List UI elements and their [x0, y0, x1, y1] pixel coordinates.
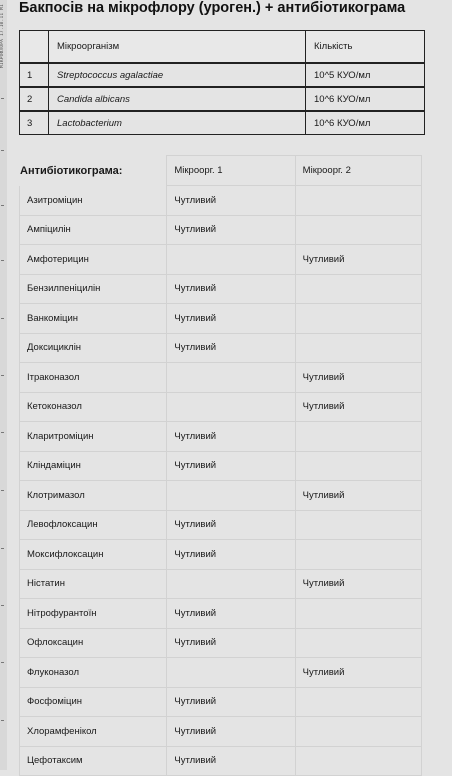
antibiogram-table [19, 155, 422, 776]
sensitivity-m1 [167, 569, 295, 599]
header-amount: Кількість [306, 31, 425, 64]
sensitivity-m2 [295, 687, 421, 717]
sensitivity-m2 [295, 599, 421, 629]
sensitivity-m1: Чутливий [167, 451, 295, 481]
drug-name: Амфотерицин [20, 245, 167, 275]
header-number [20, 31, 49, 64]
side-label: МІКРОФЛОРА 17.10.11 МІ [0, 4, 5, 69]
sensitivity-m2 [295, 540, 421, 570]
side-mark [1, 150, 4, 151]
sensitivity-m2 [295, 304, 421, 334]
sensitivity-m1 [167, 363, 295, 393]
organism-amount: 10^6 КУО/мл [306, 111, 425, 135]
drug-name: Клотримазол [20, 481, 167, 511]
sensitivity-m2: Чутливий [295, 363, 421, 393]
sensitivity-m2 [295, 422, 421, 452]
table-row [20, 363, 422, 393]
table-row [20, 481, 422, 511]
table-row [20, 422, 422, 452]
drug-name: Доксициклін [20, 333, 167, 363]
sensitivity-m2 [295, 717, 421, 747]
table-row [20, 245, 422, 275]
header-microorganism-1: Мікроорг. 1 [167, 156, 295, 186]
drug-name: Азитроміцин [20, 186, 167, 216]
table-row [20, 628, 422, 658]
header-microorganism-2: Мікроорг. 2 [295, 156, 421, 186]
table-row [20, 451, 422, 481]
table-row [20, 215, 422, 245]
row-number: 2 [20, 87, 49, 111]
organism-amount: 10^6 КУО/мл [306, 87, 425, 111]
sensitivity-m1: Чутливий [167, 717, 295, 747]
organism-name: Streptococcus agalactiae [49, 63, 306, 87]
sensitivity-m1: Чутливий [167, 599, 295, 629]
side-mark [1, 205, 4, 206]
drug-name: Ністатин [20, 569, 167, 599]
sensitivity-m2 [295, 274, 421, 304]
sensitivity-m2: Чутливий [295, 392, 421, 422]
row-number: 3 [20, 111, 49, 135]
microflora-row [20, 87, 425, 111]
antibiogram-header-row [20, 156, 422, 186]
sensitivity-m1: Чутливий [167, 215, 295, 245]
sensitivity-m2: Чутливий [295, 658, 421, 688]
side-strip [0, 0, 7, 770]
microflora-header-row [20, 31, 425, 64]
sensitivity-m1: Чутливий [167, 746, 295, 776]
side-mark [1, 662, 4, 663]
side-mark [1, 605, 4, 606]
sensitivity-m2 [295, 628, 421, 658]
sensitivity-m1 [167, 392, 295, 422]
drug-name: Кліндаміцин [20, 451, 167, 481]
side-mark [1, 318, 4, 319]
table-row [20, 392, 422, 422]
drug-name: Фосфоміцин [20, 687, 167, 717]
drug-name: Ванкоміцин [20, 304, 167, 334]
organism-amount: 10^5 КУО/мл [306, 63, 425, 87]
sensitivity-m2: Чутливий [295, 245, 421, 275]
microflora-row [20, 111, 425, 135]
drug-name: Кларитроміцин [20, 422, 167, 452]
sensitivity-m2 [295, 215, 421, 245]
drug-name: Бензилпеніцилін [20, 274, 167, 304]
table-row [20, 540, 422, 570]
microflora-row [20, 63, 425, 87]
table-row [20, 186, 422, 216]
sensitivity-m2 [295, 510, 421, 540]
antibiogram-title: Антибіотикограма: [20, 156, 167, 186]
table-row [20, 717, 422, 747]
sensitivity-m1 [167, 245, 295, 275]
drug-name: Цефотаксим [20, 746, 167, 776]
sensitivity-m1: Чутливий [167, 304, 295, 334]
drug-name: Офлоксацин [20, 628, 167, 658]
organism-name: Candida albicans [49, 87, 306, 111]
table-row [20, 304, 422, 334]
table-row [20, 746, 422, 776]
organism-name: Lactobacterium [49, 111, 306, 135]
table-row [20, 510, 422, 540]
table-row [20, 274, 422, 304]
sensitivity-m2 [295, 186, 421, 216]
sensitivity-m1: Чутливий [167, 510, 295, 540]
microflora-table [19, 30, 425, 135]
drug-name: Левофлоксацин [20, 510, 167, 540]
side-mark [1, 260, 4, 261]
table-row [20, 599, 422, 629]
sensitivity-m1: Чутливий [167, 687, 295, 717]
sensitivity-m1: Чутливий [167, 628, 295, 658]
sensitivity-m1: Чутливий [167, 333, 295, 363]
side-mark [1, 375, 4, 376]
side-mark [1, 548, 4, 549]
drug-name: Флуконазол [20, 658, 167, 688]
sensitivity-m2: Чутливий [295, 569, 421, 599]
drug-name: Нітрофурантоїн [20, 599, 167, 629]
sensitivity-m2 [295, 746, 421, 776]
sensitivity-m2 [295, 451, 421, 481]
table-row [20, 658, 422, 688]
sensitivity-m2: Чутливий [295, 481, 421, 511]
drug-name: Моксифлоксацин [20, 540, 167, 570]
drug-name: Ампіцилін [20, 215, 167, 245]
table-row [20, 687, 422, 717]
row-number: 1 [20, 63, 49, 87]
sensitivity-m1 [167, 481, 295, 511]
side-mark [1, 490, 4, 491]
sensitivity-m1 [167, 658, 295, 688]
drug-name: Хлорамфенікол [20, 717, 167, 747]
sensitivity-m1: Чутливий [167, 186, 295, 216]
header-organism: Мікроорганізм [49, 31, 306, 64]
side-mark [1, 720, 4, 721]
sensitivity-m1: Чутливий [167, 274, 295, 304]
sensitivity-m1: Чутливий [167, 422, 295, 452]
side-mark [1, 432, 4, 433]
page-title: Бакпосів на мікрофлору (уроген.) + антибіотикограма [19, 0, 406, 16]
table-row [20, 333, 422, 363]
side-mark [1, 98, 4, 99]
sensitivity-m1: Чутливий [167, 540, 295, 570]
sensitivity-m2 [295, 333, 421, 363]
drug-name: Ітраконазол [20, 363, 167, 393]
table-row [20, 569, 422, 599]
drug-name: Кетоконазол [20, 392, 167, 422]
